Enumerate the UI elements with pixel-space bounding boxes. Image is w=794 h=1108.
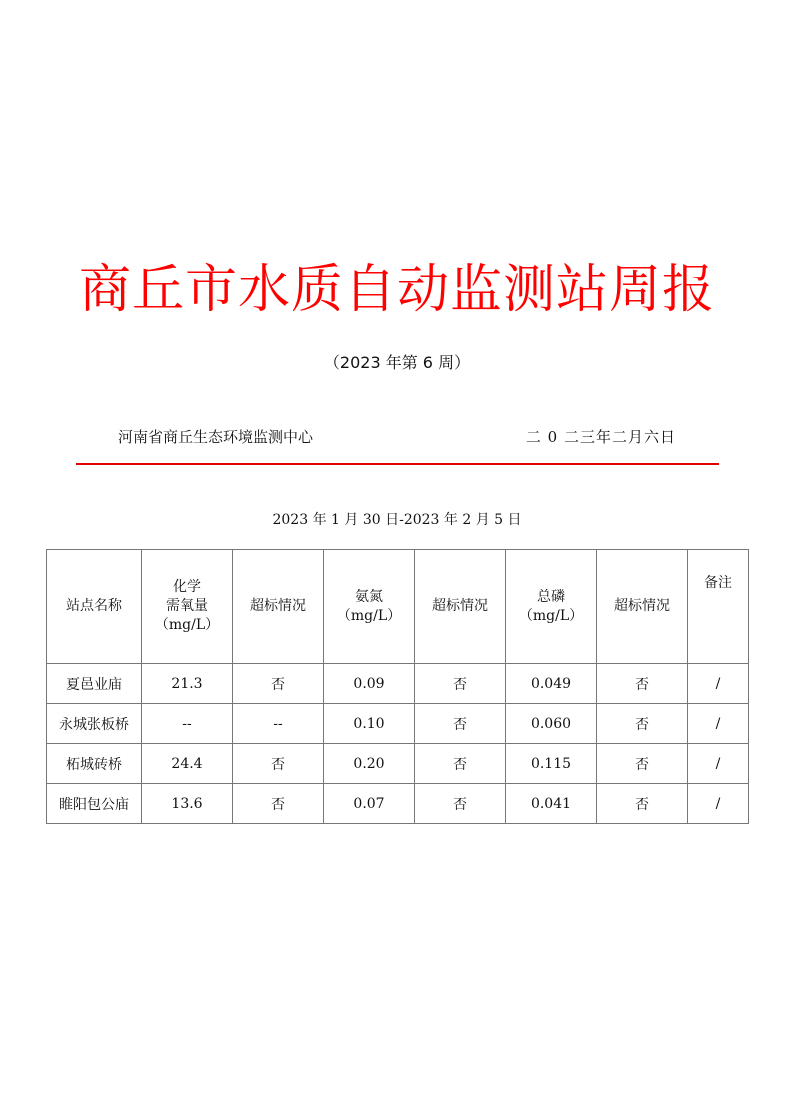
header-tp-unit: （mg/L） [518, 607, 584, 624]
cell-tp: 0.060 [506, 704, 597, 744]
report-title: 商丘市水质自动监测站周报 [78, 260, 715, 320]
report-period: 2023 年 1 月 30 日-2023 年 2 月 5 日 [272, 512, 522, 528]
header-cod-unit: （mg/L） [154, 617, 220, 633]
cell-tp: 0.041 [506, 784, 597, 824]
cell-station: 夏邑业庙 [47, 664, 142, 704]
header-tp-exceed: 超标情况 [597, 550, 688, 664]
cell-station: 睢阳包公庙 [47, 784, 142, 824]
header-nh3-name: 氨氮 [355, 588, 383, 605]
header-nh3-exceed: 超标情况 [415, 550, 506, 664]
cell-nh3: 0.20 [324, 744, 415, 784]
cell-cod: -- [142, 704, 233, 744]
header-tp [506, 550, 597, 664]
cell-tp-exceed: 否 [597, 744, 688, 784]
header-cod-exceed: 超标情况 [233, 550, 324, 664]
cell-tp-exceed: 否 [597, 704, 688, 744]
header-cod [142, 550, 233, 664]
report-date: 二 0 二三年二月六日 [525, 428, 676, 446]
cell-cod: 24.4 [142, 744, 233, 784]
cell-nh3: 0.10 [324, 704, 415, 744]
cell-note: / [688, 784, 749, 824]
header-station: 站点名称 [47, 550, 142, 664]
header-nh3-unit: （mg/L） [336, 607, 402, 624]
table-header-row [47, 550, 749, 664]
cell-nh3-exceed: 否 [415, 784, 506, 824]
cell-cod: 21.3 [142, 664, 233, 704]
table-row [47, 664, 749, 704]
cell-tp: 0.049 [506, 664, 597, 704]
cell-cod: 13.6 [142, 784, 233, 824]
table-row [47, 784, 749, 824]
header-cod-name2: 需氧量 [166, 598, 208, 614]
cell-tp-exceed: 否 [597, 664, 688, 704]
header-note: 备注 [688, 550, 749, 664]
header-cod-name1: 化学 [173, 579, 201, 595]
cell-nh3: 0.07 [324, 784, 415, 824]
table-row [47, 744, 749, 784]
cell-cod-exceed: 否 [233, 664, 324, 704]
cell-nh3-exceed: 否 [415, 704, 506, 744]
cell-note: / [688, 664, 749, 704]
organization-name: 河南省商丘生态环境监测中心 [118, 428, 314, 446]
header-tp-name: 总磷 [537, 588, 565, 605]
cell-nh3: 0.09 [324, 664, 415, 704]
cell-tp-exceed: 否 [597, 784, 688, 824]
cell-tp: 0.115 [506, 744, 597, 784]
cell-station: 柘城砖桥 [47, 744, 142, 784]
issue-number: （2023 年第 6 周） [323, 353, 471, 372]
cell-note: / [688, 744, 749, 784]
cell-cod-exceed: 否 [233, 784, 324, 824]
cell-nh3-exceed: 否 [415, 744, 506, 784]
cell-station: 永城张板桥 [47, 704, 142, 744]
cell-cod-exceed: -- [233, 704, 324, 744]
cell-cod-exceed: 否 [233, 744, 324, 784]
cell-note: / [688, 704, 749, 744]
header-nh3 [324, 550, 415, 664]
water-quality-table [46, 549, 749, 824]
cell-nh3-exceed: 否 [415, 664, 506, 704]
header-divider [76, 463, 719, 465]
table-row [47, 704, 749, 744]
